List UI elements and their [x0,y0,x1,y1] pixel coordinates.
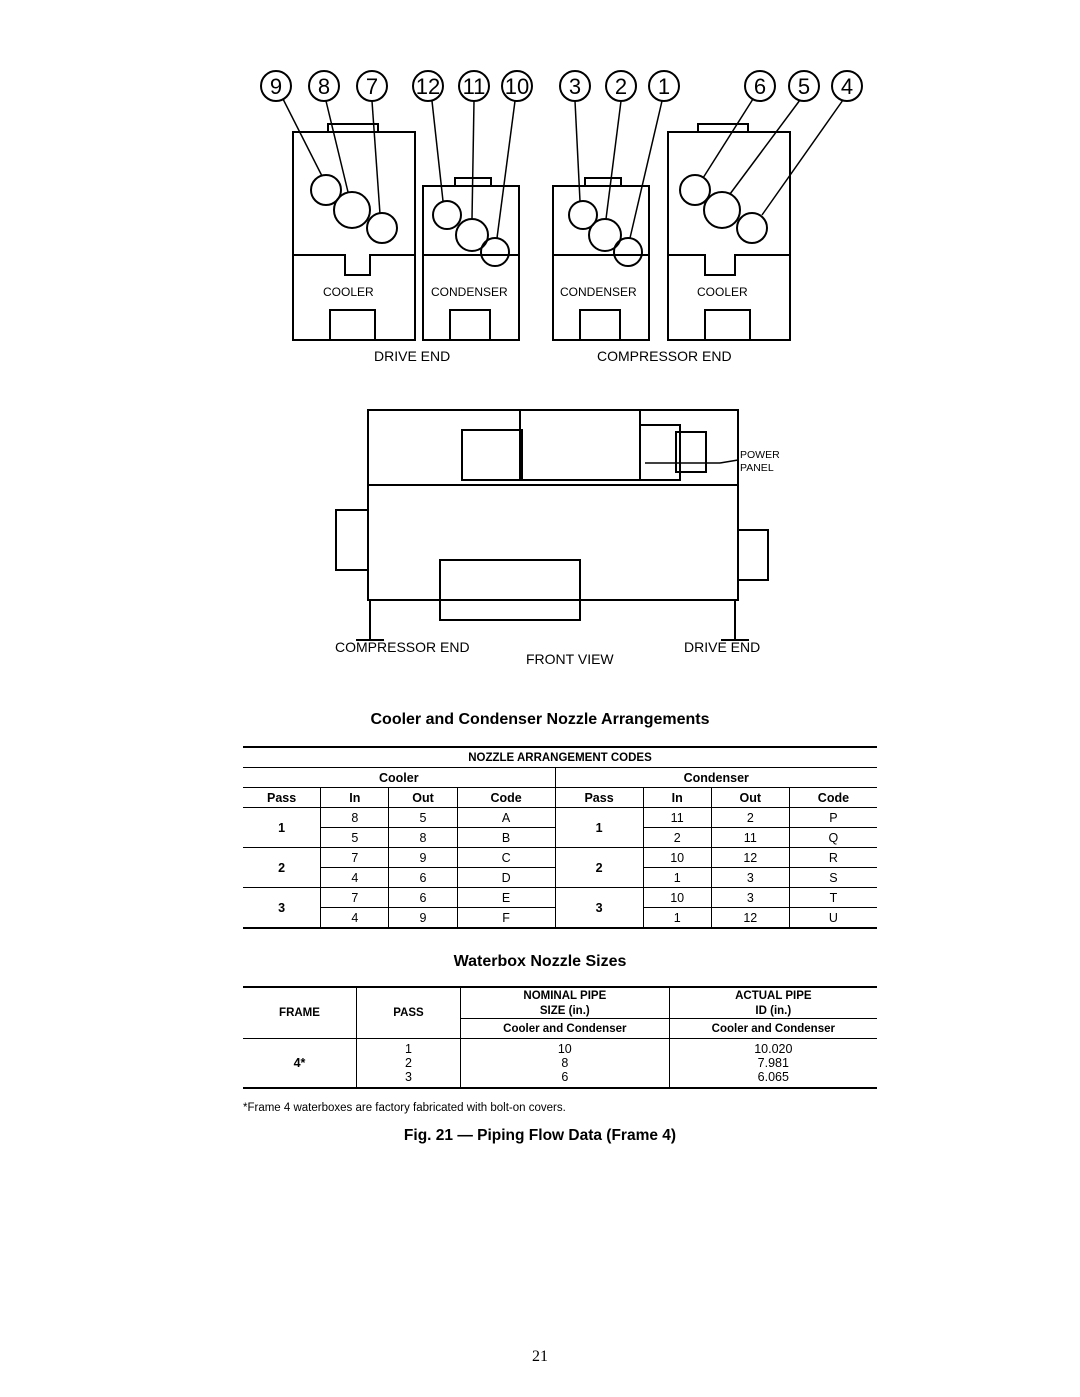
upper-vessel [368,410,738,485]
svg-text:8: 8 [317,74,331,99]
svg-text:4: 4 [840,74,854,99]
compressor-end-bottom-label: COMPRESSOR END [335,639,470,655]
actual-header-1: ACTUAL PIPE [735,989,812,1002]
drive-end-top-label: DRIVE END [374,348,451,364]
cooler-right-label: COOLER [697,285,748,299]
motor-assembly [462,430,522,480]
drive-end-cooler-flange [328,124,378,132]
front-view-label: FRONT VIEW [526,651,614,667]
condenser-right-label: CONDENSER [560,285,637,299]
nozzle-10 [481,238,509,266]
condenser-left-label: CONDENSER [431,285,508,299]
nozzle-8 [334,192,370,228]
pass-value: 1 [405,1042,412,1056]
table-row: 4 6 D 1 3 S [243,868,877,888]
compressor-end-cooler-body [668,132,790,340]
cooler-left-label: COOLER [323,285,374,299]
nominal-header-2: SIZE (in.) [461,1003,670,1019]
nozzle-arrangements-heading: Cooler and Condenser Nozzle Arrangements [370,711,710,728]
waterbox-sizes-heading: Waterbox Nozzle Sizes [453,953,627,970]
lower-vessel [368,485,738,600]
nozzle-5 [704,192,740,228]
callout-label: 9 [269,74,283,99]
pass-value: 3 [405,1070,412,1084]
waterbox-table [243,986,877,1089]
compressor [520,410,640,480]
nominal-value: 10 [557,1042,572,1056]
svg-text:2: 2 [614,74,628,99]
footnote: *Frame 4 waterboxes are factory fabricated with bolt-on covers. [243,1102,566,1114]
pass-header: PASS [357,987,461,1039]
actual-value: 6.065 [757,1070,789,1084]
table-row: 3 7 6 E 3 10 3 T [243,888,877,908]
nozzle-6 [680,175,710,205]
actual-value: 7.981 [757,1056,789,1070]
svg-text:1: 1 [657,74,671,99]
end-views-diagram [0,0,1080,380]
compressor-end-condenser-body [553,186,649,340]
nominal-value: 8 [561,1056,569,1070]
actual-value: 10.020 [754,1042,793,1056]
frame-header: FRAME [243,987,357,1039]
nozzle-4 [737,213,767,243]
cooler-group-header: Cooler [243,768,555,788]
nozzle-arrangement-table: NOZZLE ARRANGEMENT CODES Cooler Condenser Pass In Out Code Pass In Out Code 1 8 5 A 1 11 2 P 5 8 B 2 11 Q 2 7 9 C 2 10 12 R 4 6 D 1 3 S 3 7 6 E 3 10 3 T 4 9 F 1 12 U [243,746,877,929]
condenser-group-header: Condenser [555,768,877,788]
svg-text:6: 6 [753,74,767,99]
actual-subheader: Cooler and Condenser [711,1022,835,1035]
table-row: 4 9 F 1 12 U [243,908,877,929]
svg-text:5: 5 [797,74,811,99]
nozzle-7 [367,213,397,243]
power-label: POWER [740,449,780,461]
nozzle-1 [614,238,642,266]
nozzle-table-title: NOZZLE ARRANGEMENT CODES [468,751,652,764]
svg-text:10: 10 [504,74,530,99]
page-number: 21 [532,1348,548,1365]
nozzle-12 [433,201,461,229]
pump-assembly [440,560,580,620]
front-view-diagram [0,390,1080,680]
nominal-subheader: Cooler and Condenser [461,1019,670,1039]
drive-end-cooler-body [293,132,415,340]
col-header: Pass [243,788,321,808]
frame-value: 4* [243,1039,357,1089]
left-nozzle [336,510,368,570]
nominal-header-1: NOMINAL PIPE [461,987,670,1003]
table-row: 1 8 5 A 1 11 2 P [243,808,877,828]
drive-end-bottom-label: DRIVE END [684,639,761,655]
table-row: 5 8 B 2 11 Q [243,828,877,848]
compressor-end-top-label: COMPRESSOR END [597,348,732,364]
svg-text:12: 12 [415,74,441,99]
pass-value: 2 [405,1056,412,1070]
svg-text:11: 11 [462,74,486,99]
right-nozzle [738,530,768,580]
actual-header-2: ID (in.) [755,1004,792,1017]
svg-text:3: 3 [568,74,582,99]
svg-text:7: 7 [365,74,379,99]
nominal-value: 6 [561,1070,569,1084]
figure-caption: Fig. 21 — Piping Flow Data (Frame 4) [403,1127,677,1144]
table-row: 2 7 9 C 2 10 12 R [243,848,877,868]
panel-label: PANEL [740,462,774,474]
